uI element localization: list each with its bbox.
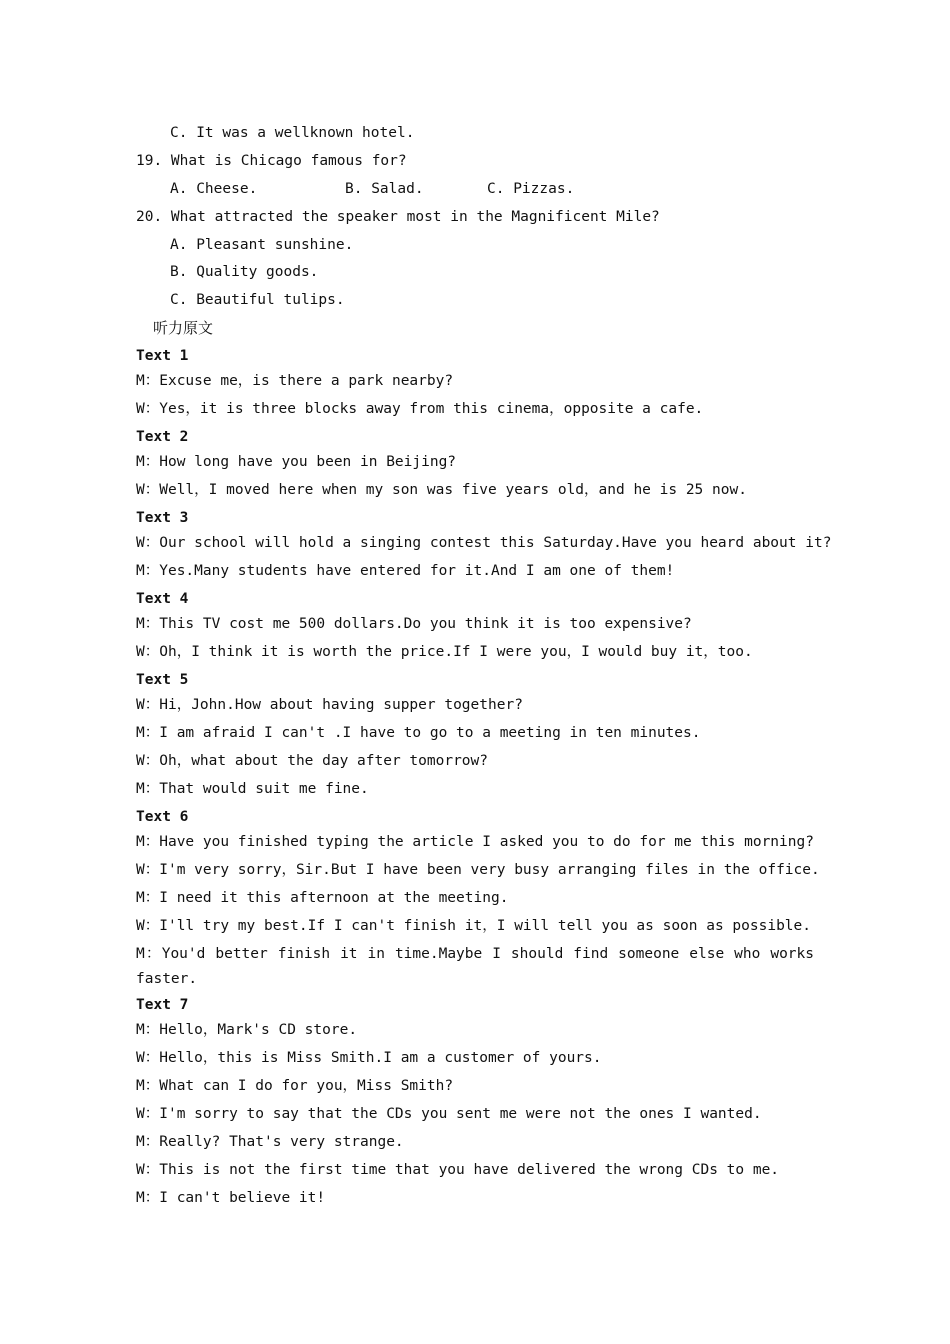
text-2-title: Text 2 — [136, 429, 189, 445]
q20-option-b: B. Quality goods. — [170, 264, 319, 280]
text-5-line-1: W：Hi，John.How about having supper together? — [136, 697, 523, 713]
text-7-line-7: M：I can't believe it! — [136, 1190, 326, 1206]
listening-script-heading: 听力原文 — [153, 319, 214, 337]
q20-option-a: A. Pleasant sunshine. — [170, 237, 354, 253]
text-6-line-2: W：I'm very sorry，Sir.But I have been very busy arranging files in the office. — [136, 862, 820, 878]
text-3-line-1: W：Our school will hold a singing contest this Saturday.Have you heard about it? — [136, 535, 832, 551]
text-7-line-3: M：What can I do for you，Miss Smith? — [136, 1078, 454, 1094]
text-2-line-2: W：Well，I moved here when my son was five years old，and he is 25 now. — [136, 482, 747, 498]
text-7-line-1: M：Hello，Mark's CD store. — [136, 1022, 358, 1038]
text-6-line-4: W：I'll try my best.If I can't finish it，I will tell you as soon as possible. — [136, 918, 812, 934]
q20-question: 20. What attracted the speaker most in the Magnificent Mile? — [136, 209, 660, 225]
text-4-title: Text 4 — [136, 591, 189, 607]
text-6-line-6: faster. — [136, 971, 198, 987]
text-1-line-1: M：Excuse me，is there a park nearby? — [136, 373, 454, 389]
text-6-line-5: M：You'd better finish it in time.Maybe I should find someone else who works — [136, 946, 814, 962]
q19-option-b: B. Salad. — [345, 181, 424, 197]
q20-option-c: C. Beautiful tulips. — [170, 292, 345, 308]
text-2-line-1: M：How long have you been in Beijing? — [136, 454, 457, 470]
text-6-title: Text 6 — [136, 809, 189, 825]
q19-question: 19. What is Chicago famous for? — [136, 153, 407, 169]
q19-option-a: A. Cheese. — [170, 181, 258, 197]
text-4-line-1: M：This TV cost me 500 dollars.Do you think it is too expensive? — [136, 616, 692, 632]
q18-option-c: C. It was a wellknown hotel. — [170, 125, 415, 141]
text-7-line-2: W：Hello，this is Miss Smith.I am a customer of yours. — [136, 1050, 602, 1066]
text-5-line-3: W：Oh，what about the day after tomorrow? — [136, 753, 489, 769]
q19-option-c: C. Pizzas. — [487, 181, 575, 197]
text-4-line-2: W：Oh，I think it is worth the price.If I were you，I would buy it，too. — [136, 644, 753, 660]
text-5-title: Text 5 — [136, 672, 189, 688]
text-6-line-3: M：I need it this afternoon at the meeting. — [136, 890, 509, 906]
text-1-line-2: W：Yes，it is three blocks away from this cinema，opposite a cafe. — [136, 401, 704, 417]
text-7-title: Text 7 — [136, 997, 189, 1013]
text-3-line-2: M：Yes.Many students have entered for it.And I am one of them! — [136, 563, 675, 579]
text-5-line-4: M：That would suit me fine. — [136, 781, 369, 797]
text-7-line-6: W：This is not the first time that you have delivered the wrong CDs to me. — [136, 1162, 780, 1178]
text-5-line-2: M：I am afraid I can't .I have to go to a meeting in ten minutes. — [136, 725, 701, 741]
text-7-line-4: W：I'm sorry to say that the CDs you sent me were not the ones I wanted. — [136, 1106, 762, 1122]
text-1-title: Text 1 — [136, 348, 189, 364]
text-6-line-1: M：Have you finished typing the article I asked you to do for me this morning? — [136, 834, 814, 850]
text-3-title: Text 3 — [136, 510, 189, 526]
text-7-line-5: M：Really? That's very strange. — [136, 1134, 404, 1150]
